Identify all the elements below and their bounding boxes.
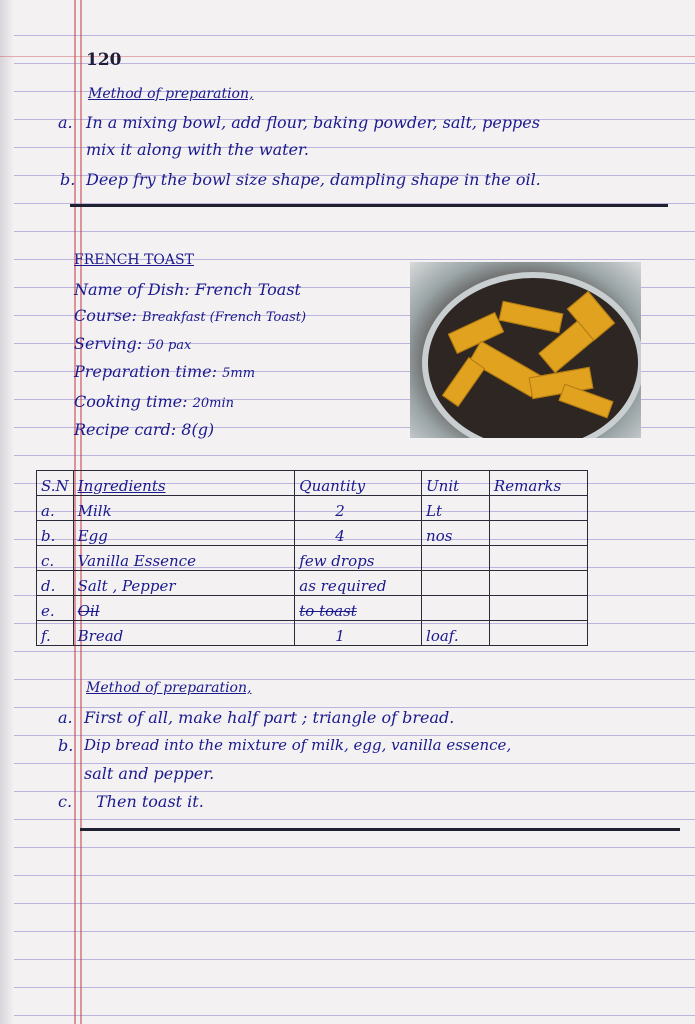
section-divider [80, 828, 680, 831]
field-row [74, 280, 301, 299]
cell-sn: e. [37, 596, 74, 621]
field-row [74, 420, 214, 439]
cell-quantity: as required [295, 571, 422, 596]
cell-unit: Lt [422, 496, 490, 521]
step-text: Then toast it. [96, 792, 204, 811]
cell-quantity: 4 [295, 521, 422, 546]
field-value: French Toast [194, 280, 301, 299]
field-label: Name of Dish: [74, 280, 190, 299]
cell-remarks [489, 621, 587, 646]
table-header-row [37, 471, 588, 496]
field-label: Course: [74, 306, 137, 325]
page-number: 120 [86, 50, 122, 70]
cell-sn: a. [37, 496, 74, 521]
cell-unit [422, 571, 490, 596]
field-label: Serving: [74, 334, 143, 353]
cell-ingredient: Bread [73, 621, 295, 646]
step-marker: b. [60, 170, 76, 189]
field-value: 20min [192, 396, 235, 411]
cell-ingredient: Vanilla Essence [73, 546, 295, 571]
field-row [74, 362, 255, 381]
page-binding [0, 0, 14, 1024]
field-label: Preparation time: [74, 362, 217, 381]
header-remarks: Remarks [489, 471, 587, 496]
section-divider [70, 204, 668, 207]
table-row [37, 546, 588, 571]
cell-remarks [489, 571, 587, 596]
step-text: Dip bread into the mixture of milk, egg, vanilla essence, [84, 736, 512, 754]
cell-sn: d. [37, 571, 74, 596]
table-row [37, 521, 588, 546]
field-value: 8(g) [181, 420, 215, 439]
field-value: Breakfast (French Toast) [142, 310, 307, 325]
field-value: 5mm [222, 366, 256, 381]
cell-unit [422, 546, 490, 571]
cell-remarks [489, 546, 587, 571]
step-text: Deep fry the bowl size shape, dampling shape in the oil. [86, 170, 541, 189]
method-heading-1: Method of preparation, [88, 86, 254, 102]
cell-unit [422, 596, 490, 621]
cell-ingredient: Milk [73, 496, 295, 521]
header-ingredients: Ingredients [73, 471, 295, 496]
cell-quantity: few drops [295, 546, 422, 571]
step-text: In a mixing bowl, add flour, baking powder, salt, peppes [86, 113, 540, 132]
step-marker: a. [58, 708, 73, 727]
cell-unit: loaf. [422, 621, 490, 646]
header-unit: Unit [422, 471, 490, 496]
table-row [37, 621, 588, 646]
method-heading-2: Method of preparation, [86, 680, 252, 696]
cell-quantity: 1 [295, 621, 422, 646]
field-row [74, 306, 306, 325]
field-label: Cooking time: [74, 392, 188, 411]
step-text: salt and pepper. [84, 764, 215, 783]
step-marker: c. [58, 792, 73, 811]
cell-sn: f. [37, 621, 74, 646]
table-row [37, 596, 588, 621]
step-text: First of all, make half part ; triangle of bread. [84, 708, 455, 727]
field-row [74, 392, 234, 411]
cell-ingredient: Salt , Pepper [73, 571, 295, 596]
cell-remarks [489, 496, 587, 521]
cell-ingredient: Oil [73, 596, 295, 621]
step-marker: a. [58, 113, 73, 132]
table-row [37, 496, 588, 521]
cell-ingredient: Egg [73, 521, 295, 546]
table-row [37, 571, 588, 596]
recipe-title: FRENCH TOAST [74, 252, 194, 268]
field-row [74, 334, 191, 353]
header-quantity: Quantity [295, 471, 422, 496]
field-label: Recipe card: [74, 420, 177, 439]
cell-quantity: 2 [295, 496, 422, 521]
header-sn: S.N [37, 471, 74, 496]
cell-remarks [489, 521, 587, 546]
cell-sn: b. [37, 521, 74, 546]
cell-quantity: to toast [295, 596, 422, 621]
cell-unit: nos [422, 521, 490, 546]
cell-sn: c. [37, 546, 74, 571]
step-marker: b. [58, 736, 74, 755]
step-text: mix it along with the water. [86, 140, 309, 159]
cell-remarks [489, 596, 587, 621]
ingredients-table [36, 470, 588, 646]
dish-photo [410, 262, 641, 438]
field-value: 50 pax [147, 338, 192, 353]
